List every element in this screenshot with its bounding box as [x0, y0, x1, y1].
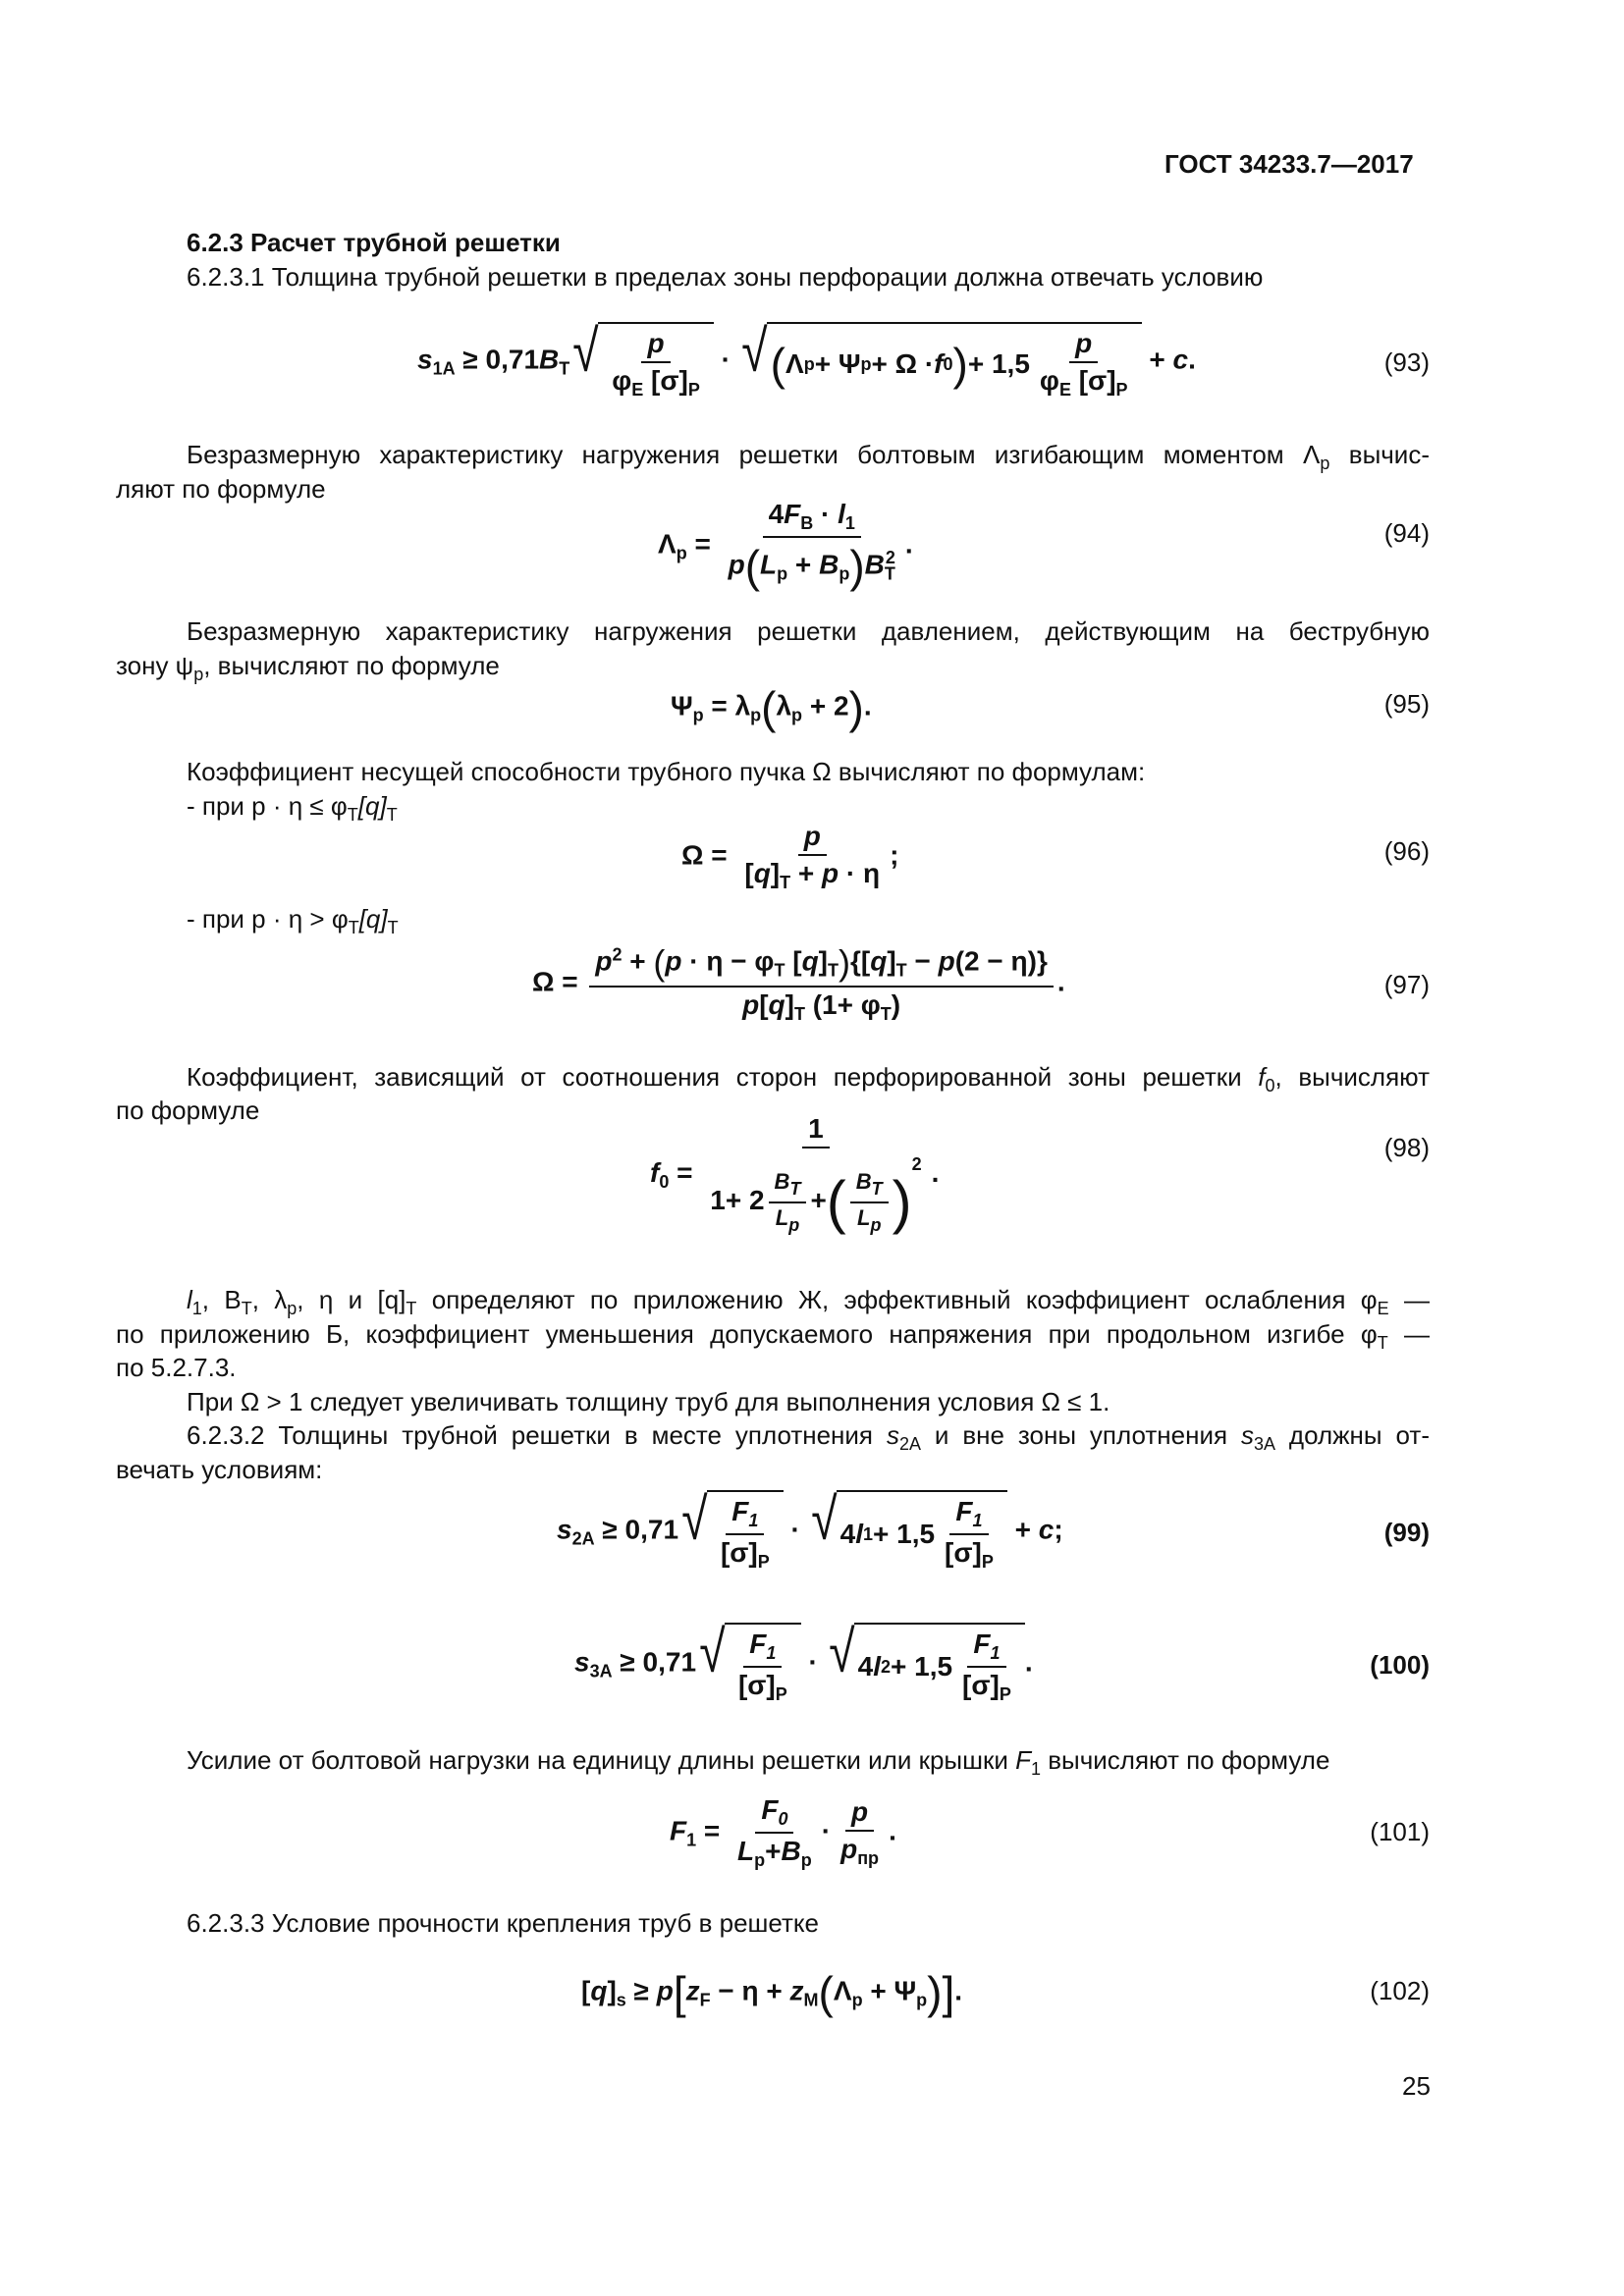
params-b: , λ [251, 1285, 288, 1314]
paragraph-f0-text: Коэффициент, зависящий от соотношения сторон перфорированной зоны решетки [187, 1062, 1242, 1092]
formula-97: Ω = $\frac{p^2 + (p \cdot \eta - \varphi_T [q]_T)\{[q]_T - p(2 - \eta)\}}{p[q]_T (1+ \varphi_T)}$ . [532, 942, 1065, 1024]
equation-number-97: (97) [1383, 970, 1430, 999]
condition-1-text: - при p · η ≤ φ [187, 791, 348, 821]
paragraph-force [187, 1743, 1329, 1786]
paragraph-f0-line2: по формуле [116, 1095, 260, 1125]
params-line2-b: — [1387, 1319, 1430, 1349]
equation-number-99: (99) [1383, 1518, 1430, 1547]
condition-2-tail: [q] [358, 904, 388, 934]
condition-1-sub2: T [386, 805, 398, 825]
f0-subscript: 0 [1265, 1076, 1275, 1095]
paragraph-omega: Коэффициент несущей способности трубного пучка Ω вычисляют по формулам: [187, 757, 1146, 786]
paragraph-lambda [187, 438, 1430, 480]
psi-subscript: p [193, 665, 204, 684]
paragraph-omega-condition: При Ω > 1 следует увеличивать толщину труб для выполнения условия Ω ≤ 1. [187, 1387, 1110, 1416]
psi-text-a: зону ψ [116, 651, 194, 680]
formula-94: $\Lambda_p$ = $\frac{4F_B \cdot l_1}{p(L_p + B_p)B_T^2}$ . [658, 499, 913, 592]
paragraph-6232: 6.2.3.2 Толщины трубной решетки в месте уплотнения $s_{2A}$ и вне зоны уплотнения $s_{3A}$ должны от- [187, 1420, 1430, 1454]
formula-96: Ω = $\frac{p}{[q]_T + p \cdot \eta}$ ; [681, 821, 899, 892]
condition-2-sub2: T [387, 918, 399, 937]
section-title: 6.2.3 Расчет трубной решетки [187, 228, 561, 257]
force-text-b: вычисляют по формуле [1041, 1745, 1330, 1775]
params-a: , B [201, 1285, 242, 1314]
equation-number-102: (102) [1370, 1976, 1430, 2005]
params-e: — [1388, 1285, 1430, 1314]
condition-1-sub: T [347, 805, 358, 825]
p6232-b: и вне зоны уплотнения [920, 1420, 1228, 1450]
paragraph-psi: Безразмерную характеристику нагружения решетки давлением, действующим на беструбную [187, 616, 1430, 646]
paragraph-lambda-line2: ляют по формуле [116, 474, 326, 504]
formula-95: $\Psi_p = \lambda_p(\lambda_p + 2)$. [671, 682, 872, 733]
condition-2-text: - при p · η > φ [187, 904, 349, 934]
formula-101: $F_1$ = $\frac{F_0}{L_p+B_p}$ · $\frac{p}{p_{пр}}$ . [670, 1794, 896, 1870]
condition-1 [187, 789, 398, 831]
equation-number-94: (94) [1383, 518, 1430, 548]
condition-2 [187, 902, 399, 944]
force-symbol: F [1015, 1745, 1031, 1775]
page-number: 25 [1402, 2071, 1431, 2101]
equation-number-93: (93) [1383, 347, 1430, 377]
lambda-tail: вычис- [1329, 440, 1430, 469]
paragraph-lambda-text: Безразмерную характеристику нагружения решетки болтовым изгибающим моментом [187, 440, 1284, 469]
formula-98: $f_0$ = 1 1+ 2 $\frac{B_T}{L_p}$ +( $\frac{B_T}{L_p}$ )$^2$ . [650, 1113, 940, 1236]
lambda-symbol: Λ [1303, 440, 1321, 469]
params-c: , η и [q] [297, 1285, 406, 1314]
paragraph-params-line2: по приложению Б, коэффициент уменьшения допускаемого напряжения при продольном изгибе $\varphi_T$ — [116, 1319, 1430, 1353]
document-code: ГОСТ 34233.7—2017 [1164, 149, 1414, 179]
params-d: определяют по приложению Ж, эффективный коэффициент ослабления φ [416, 1285, 1378, 1314]
formula-100: $s_{3A} \ge 0,71$ √ $\frac{F_1}{[\sigma]_P}$ · √ 4 l 2 + 1,5 $\frac{F_1}{[\sigma]_P}$ . [574, 1619, 1033, 1704]
force-subscript: 1 [1030, 1759, 1041, 1779]
formula-93: $s_{1A} \ge 0,71B_T$ √ $\frac{p}{\varphi_E [\sigma]_P}$ · √ ( Λ p + Ψ p + Ω · f 0 ) + 1,5 $\frac{p}{\varphi_E [\sigma]_P}$ + c. [417, 318, 1196, 400]
p6232-c: должны от- [1275, 1420, 1430, 1450]
condition-1-tail: [q] [357, 791, 387, 821]
equation-number-96: (96) [1383, 836, 1430, 866]
equation-number-95: (95) [1383, 689, 1430, 719]
params-line2-a: по приложению Б, коэффициент уменьшения допускаемого напряжения при продольном изгибе φ [116, 1319, 1378, 1349]
lambda-subscript: p [1320, 454, 1330, 473]
paragraph-psi-line2 [116, 649, 500, 691]
condition-2-sub: T [348, 918, 359, 937]
formula-102: $[q]_s \ge p[z_F - \eta + z_M(\Lambda_p + \Psi_p)]$. [581, 1967, 963, 2018]
paragraph-6231: 6.2.3.1 Толщина трубной решетки в пределах зоны перфорации должна отвечать условию [187, 262, 1264, 292]
psi-text-b: , вычисляют по формуле [203, 651, 500, 680]
formula-99: $s_{2A} \ge 0,71$ √ $\frac{F_1}{[\sigma]_P}$ · √ 4 l 1 + 1,5 $\frac{F_1}{[\sigma]_P}$ + c; [557, 1486, 1063, 1572]
f0-symbol: f [1258, 1062, 1266, 1092]
equation-number-100: (100) [1370, 1650, 1430, 1680]
paragraph-params: $l_1$, $B_T$, $\lambda_p$, η и $[q]_T$ определяют по приложению Ж, эффективный коэффициент ослабления $\varphi_E$ — [187, 1285, 1430, 1318]
force-text-a: Усилие от болтовой нагрузки на единицу длины решетки или крышки [187, 1745, 1008, 1775]
equation-number-98: (98) [1383, 1133, 1430, 1162]
f0-tail: , вычисляют [1274, 1062, 1430, 1092]
equation-number-101: (101) [1370, 1817, 1430, 1846]
paragraph-params-line3: по 5.2.7.3. [116, 1353, 237, 1382]
paragraph-f0 [187, 1060, 1430, 1102]
p6232-a: 6.2.3.2 Толщины трубной решетки в месте уплотнения [187, 1420, 874, 1450]
paragraph-6232-line2: вечать условиям: [116, 1455, 323, 1484]
paragraph-6233: 6.2.3.3 Условие прочности крепления труб в решетке [187, 1908, 820, 1938]
